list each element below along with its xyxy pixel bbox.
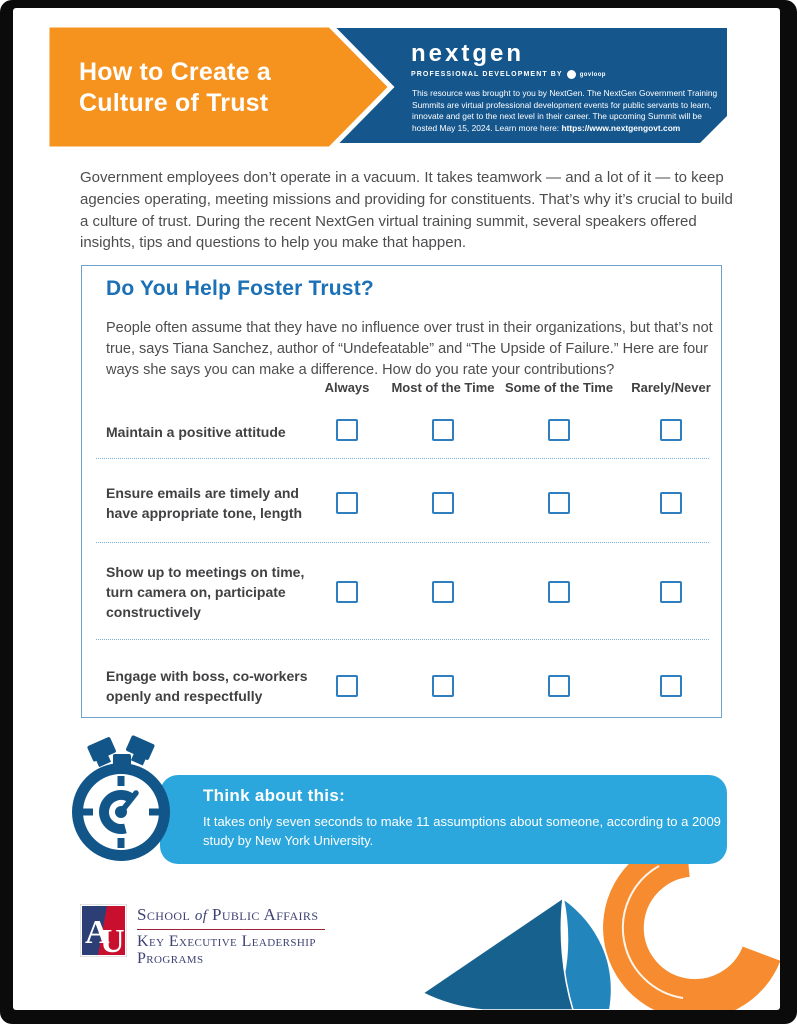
think-about-this-callout — [160, 775, 727, 864]
page-title-line2: Culture of Trust — [79, 89, 269, 117]
brand-tagline-text: PROFESSIONAL DEVELOPMENT BY — [411, 71, 563, 78]
american-university-logo — [80, 904, 127, 957]
survey-description: People often assume that they have no influence over trust in their organizations, but that’s not true, says Tiana Sanchez, author of “Undefeatable” and “The Upside of Failure.” Here are four ways she says you can make a difference. How do you rate your contributions? — [106, 320, 713, 378]
row-divider — [96, 639, 709, 640]
brand-tagline — [411, 70, 606, 79]
checkbox-r4-always[interactable] — [336, 675, 358, 697]
column-header-some: Some of the Time — [504, 380, 614, 395]
survey-heading: Do You Help Foster Trust? — [106, 277, 374, 300]
checkbox-r2-some[interactable] — [548, 492, 570, 514]
column-header-always: Always — [324, 380, 370, 395]
checkbox-r3-most[interactable] — [432, 581, 454, 603]
footer-text-block — [137, 905, 325, 967]
intro-paragraph: Government employees don’t operate in a vacuum. It takes teamwork — and a lot of it — to keep agencies operating, meeting missions and providing for constituents. That’s why it’s crucial to build a culture of trust. During the recent NextGen virtual training summit, several speakers offered insights, tips and questions to help you make that happen. — [80, 169, 733, 252]
column-header-most: Most of the Time — [391, 380, 495, 395]
callout-heading: Think about this: — [203, 786, 346, 805]
checkbox-r2-rarely[interactable] — [660, 492, 682, 514]
school-of-public-affairs-label: School of Public Affairs — [137, 905, 319, 924]
survey-row-label-1: Maintain a positive attitude — [106, 424, 286, 440]
key-executive-leadership-label: Key Executive Leadership — [137, 933, 316, 950]
checkbox-r1-some[interactable] — [548, 419, 570, 441]
nextgen-logo: nextgen — [411, 40, 525, 67]
survey-box — [81, 265, 722, 718]
row-divider — [96, 458, 709, 459]
checkbox-r3-rarely[interactable] — [660, 581, 682, 603]
callout-body: It takes only seven seconds to make 11 assumptions about someone, according to a 2009 study by New York University. — [203, 814, 721, 848]
flyer-page — [13, 8, 780, 1010]
blue-wedge-light-shape — [553, 898, 612, 1010]
checkbox-r4-some[interactable] — [548, 675, 570, 697]
page-title — [79, 57, 271, 119]
row-divider — [96, 542, 709, 543]
checkbox-r2-most[interactable] — [432, 492, 454, 514]
checkbox-r3-always[interactable] — [336, 581, 358, 603]
nextgen-url-link[interactable]: https://www.nextgengovt.com — [561, 122, 681, 133]
footer-divider-rule — [137, 929, 325, 930]
checkbox-r1-most[interactable] — [432, 419, 454, 441]
checkbox-r2-always[interactable] — [336, 492, 358, 514]
checkbox-r1-rarely[interactable] — [660, 419, 682, 441]
checkbox-r3-some[interactable] — [548, 581, 570, 603]
svg-text:U: U — [100, 923, 125, 957]
checkbox-r1-always[interactable] — [336, 419, 358, 441]
svg-text:A: A — [85, 914, 110, 951]
stopwatch-icon — [61, 732, 183, 872]
checkbox-r4-rarely[interactable] — [660, 675, 682, 697]
page-title-line1: How to Create a — [79, 58, 271, 86]
checkbox-r4-most[interactable] — [432, 675, 454, 697]
survey-row-label-2: Ensure emails are timely and have appropriate tone, length — [106, 485, 303, 521]
survey-row-label-4: Engage with boss, co-workers openly and respectfully — [106, 668, 308, 704]
nextgen-brand-block — [411, 41, 606, 79]
nextgen-blurb — [412, 88, 718, 134]
survey-row-label-3: Show up to meetings on time, turn camera on, participate constructively — [106, 564, 305, 620]
blue-wedge-dark-shape — [423, 898, 573, 1010]
govloop-logo-icon — [567, 70, 576, 79]
govloop-name: govloop — [579, 71, 606, 78]
blurb-text: This resource was brought to you by NextGen. The NextGen Government Training Summits are virtual professional development events for public servants to learn, innovate and get to the next level in their career. The upcoming Summit will be hosted May 15, 2024. Learn more here: — [412, 88, 718, 133]
column-header-rarely: Rarely/Never — [631, 380, 711, 395]
programs-label: Programs — [137, 950, 204, 967]
